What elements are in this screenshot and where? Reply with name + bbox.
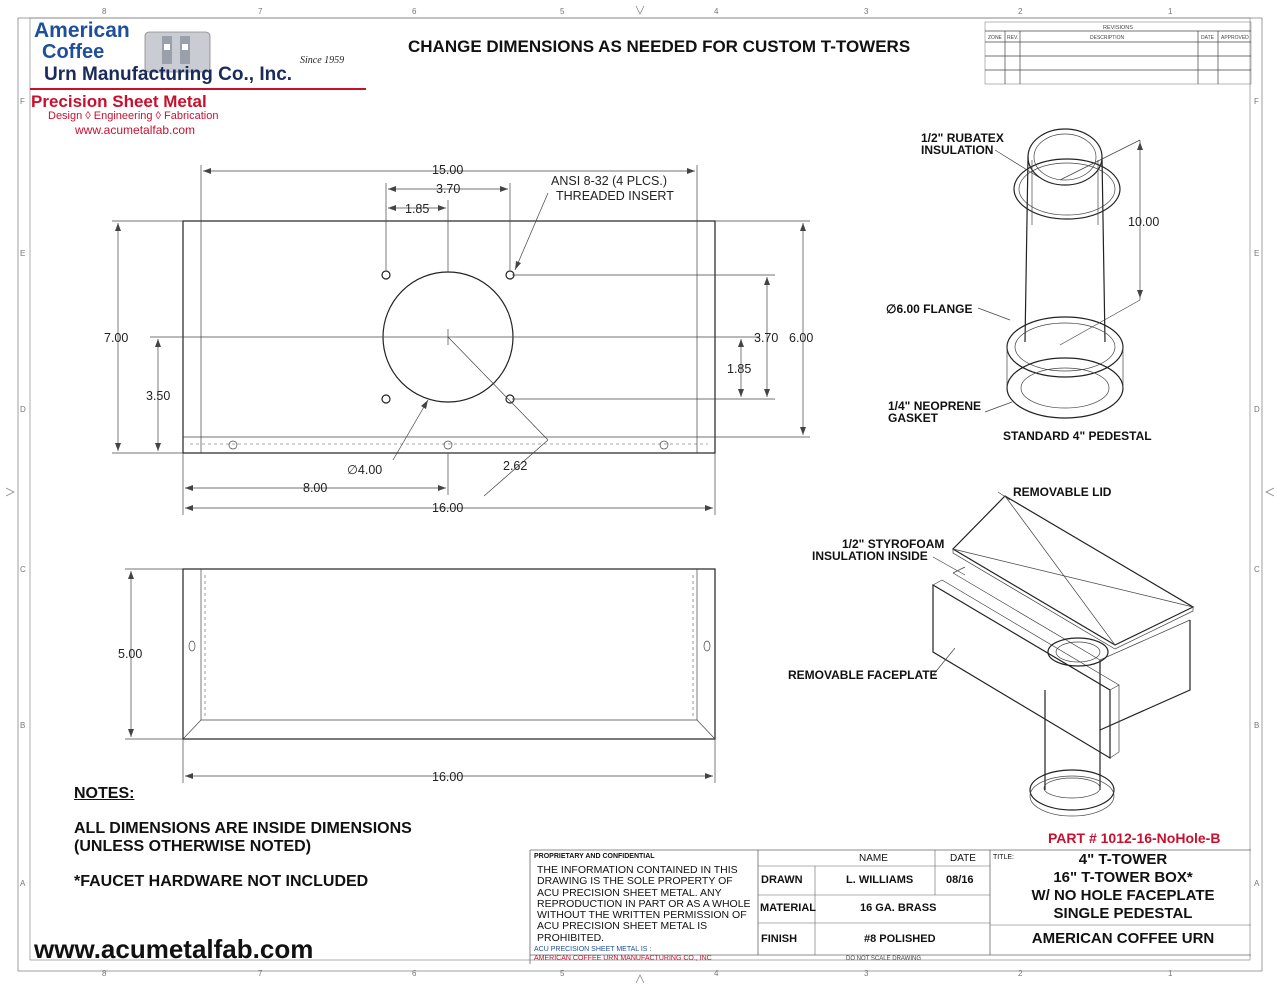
border-col-labels-bottom: [102, 969, 1173, 978]
svg-text:16.00: 16.00: [432, 770, 464, 784]
acu-line: ACU PRECISION SHEET METAL IS :: [534, 946, 652, 953]
top-view-dimensions: [104, 163, 813, 515]
title-label: TITLE:: [993, 854, 1015, 861]
svg-text:D: D: [20, 405, 26, 414]
svg-text:E: E: [1254, 249, 1260, 258]
svg-text:GASKET: GASKET: [888, 411, 939, 425]
logo-divider: [30, 88, 366, 90]
logo-tagline: Precision Sheet Metal: [31, 92, 207, 111]
finish-label: FINISH: [761, 933, 798, 945]
border-row-labels-right: [1254, 97, 1260, 888]
svg-text:10.00: 10.00: [1128, 215, 1160, 229]
svg-text:REMOVABLE FACEPLATE: REMOVABLE FACEPLATE: [788, 668, 938, 682]
svg-text:8: 8: [102, 969, 107, 978]
title-line: SINGLE PEDESTAL: [1053, 905, 1193, 922]
svg-text:3.70: 3.70: [754, 331, 779, 345]
svg-text:DATE: DATE: [1201, 35, 1214, 41]
insert-hole: [382, 395, 390, 403]
svg-text:INSULATION: INSULATION: [921, 143, 994, 157]
part-number: PART # 1012-16-NoHole-B: [1048, 830, 1221, 846]
svg-text:DESCRIPTION: DESCRIPTION: [1090, 35, 1125, 41]
iso-tower-drawing: [933, 492, 1193, 816]
svg-text:7: 7: [258, 7, 263, 16]
front-view-dimensions: [118, 647, 463, 784]
prop-text: [537, 865, 751, 944]
material-value: 16 GA. BRASS: [860, 902, 937, 914]
svg-text:7.00: 7.00: [104, 331, 129, 345]
svg-text:STANDARD 4" PEDESTAL: STANDARD 4" PEDESTAL: [1003, 429, 1152, 443]
svg-text:A: A: [20, 879, 26, 888]
svg-text:THREADED INSERT: THREADED INSERT: [556, 189, 674, 203]
svg-text:5.00: 5.00: [118, 647, 143, 661]
svg-text:B: B: [20, 721, 26, 730]
svg-text:5: 5: [560, 969, 565, 978]
svg-text:3.70: 3.70: [436, 182, 461, 196]
svg-text:2: 2: [1018, 7, 1023, 16]
scale-note: DO NOT SCALE DRAWING: [846, 956, 922, 962]
finish-value: #8 POLISHED: [864, 933, 936, 945]
svg-text:F: F: [1254, 97, 1259, 106]
prop-line: REPRODUCTION IN PART OR AS A WHOLE: [537, 897, 751, 910]
notes-title: NOTES:: [74, 785, 135, 802]
logo-company: Urn Manufacturing Co., Inc.: [44, 64, 293, 85]
svg-text:1.85: 1.85: [727, 362, 752, 376]
logo-services: Design ◊ Engineering ◊ Fabrication: [48, 110, 219, 122]
prop-line: ACU PRECISION SHEET METAL IS: [537, 920, 708, 933]
svg-text:REV.: REV.: [1007, 35, 1019, 41]
notes-line-3: *FAUCET HARDWARE NOT INCLUDED: [74, 873, 369, 890]
insert-hole: [382, 271, 390, 279]
border-row-labels-left: [20, 97, 26, 888]
svg-text:A: A: [1254, 879, 1260, 888]
svg-text:6: 6: [412, 7, 417, 16]
logo-american: American: [34, 19, 130, 42]
svg-text:REVISIONS: REVISIONS: [1103, 25, 1133, 31]
svg-text:ZONE: ZONE: [988, 35, 1002, 41]
front-view: [125, 569, 715, 783]
svg-text:E: E: [20, 249, 26, 258]
acu-company: AMERICAN COFFEE URN MANUFACTURING CO., INC: [534, 955, 712, 962]
notes-line-1: ALL DIMENSIONS ARE INSIDE DIMENSIONS: [74, 820, 412, 837]
drawn-label: DRAWN: [761, 874, 803, 886]
svg-text:6: 6: [412, 969, 417, 978]
pedestal-drawing: [978, 129, 1143, 418]
svg-text:8: 8: [102, 7, 107, 16]
title-line: 4" T-TOWER: [1078, 851, 1168, 868]
svg-text:5: 5: [560, 7, 565, 16]
logo-since: Since 1959: [300, 55, 345, 66]
svg-text:1: 1: [1168, 969, 1173, 978]
svg-text:16.00: 16.00: [432, 501, 464, 515]
pedestal-labels: [886, 131, 1159, 443]
title-line: 16" T-TOWER BOX*: [1053, 869, 1193, 886]
title-line: W/ NO HOLE FACEPLATE: [1031, 887, 1215, 904]
svg-text:ANSI 8-32 (4 PLCS.): ANSI 8-32 (4 PLCS.): [551, 174, 668, 188]
top-view: [112, 165, 810, 515]
prop-line: PROHIBITED.: [537, 931, 605, 944]
prop-line: ACU PRECISION SHEET METAL. ANY: [537, 886, 722, 899]
svg-text:1: 1: [1168, 7, 1173, 16]
svg-text:B: B: [1254, 721, 1260, 730]
svg-text:2.62: 2.62: [503, 459, 528, 473]
logo-url[interactable]: www.acumetalfab.com: [75, 123, 196, 137]
svg-text:F: F: [20, 97, 25, 106]
iso-labels: [788, 485, 1112, 682]
material-label: MATERIAL: [760, 902, 817, 914]
svg-text:3: 3: [864, 969, 869, 978]
company-name: AMERICAN COFFEE URN: [1031, 930, 1215, 947]
svg-text:C: C: [20, 565, 26, 574]
svg-text:C: C: [1254, 565, 1260, 574]
svg-text:8.00: 8.00: [303, 481, 328, 495]
header-note: CHANGE DIMENSIONS AS NEEDED FOR CUSTOM T-TOWERS: [408, 37, 911, 56]
svg-text:INSULATION INSIDE: INSULATION INSIDE: [812, 549, 928, 563]
svg-text:1.85: 1.85: [405, 202, 430, 216]
svg-text:6.00: 6.00: [789, 331, 814, 345]
svg-text:∅4.00: ∅4.00: [347, 463, 383, 477]
svg-text:D: D: [1254, 405, 1260, 414]
drawn-date: 08/16: [946, 874, 974, 886]
notes-line-2: (UNLESS OTHERWISE NOTED): [74, 838, 312, 855]
svg-text:1/4" NEOPRENE: 1/4" NEOPRENE: [888, 399, 982, 413]
svg-text:3: 3: [864, 7, 869, 16]
svg-text:1/2" RUBATEX: 1/2" RUBATEX: [921, 131, 1004, 145]
prop-title: PROPRIETARY AND CONFIDENTIAL: [534, 853, 655, 860]
svg-text:15.00: 15.00: [432, 163, 464, 177]
svg-text:1/2" STYROFOAM: 1/2" STYROFOAM: [842, 537, 945, 551]
svg-text:3.50: 3.50: [146, 389, 171, 403]
footer-url[interactable]: www.acumetalfab.com: [34, 934, 314, 964]
logo-coffee: Coffee: [42, 41, 105, 63]
svg-text:APPROVED: APPROVED: [1221, 35, 1249, 41]
name-header: NAME: [859, 853, 888, 864]
date-header: DATE: [950, 853, 976, 864]
drawing-title: [1000, 851, 1246, 923]
svg-text:REMOVABLE LID: REMOVABLE LID: [1013, 485, 1112, 499]
drawn-name: L. WILLIAMS: [846, 874, 914, 886]
prop-line: THE INFORMATION CONTAINED IN THIS: [537, 864, 738, 876]
svg-text:2: 2: [1018, 969, 1023, 978]
prop-line: WITHOUT THE WRITTEN PERMISSION OF: [537, 909, 747, 922]
svg-text:7: 7: [258, 969, 263, 978]
revisions-table: [985, 22, 1251, 84]
prop-line: DRAWING IS THE SOLE PROPERTY OF: [537, 875, 733, 888]
svg-text:4: 4: [714, 7, 719, 16]
svg-text:∅6.00 FLANGE: ∅6.00 FLANGE: [886, 302, 973, 316]
svg-text:4: 4: [714, 969, 719, 978]
